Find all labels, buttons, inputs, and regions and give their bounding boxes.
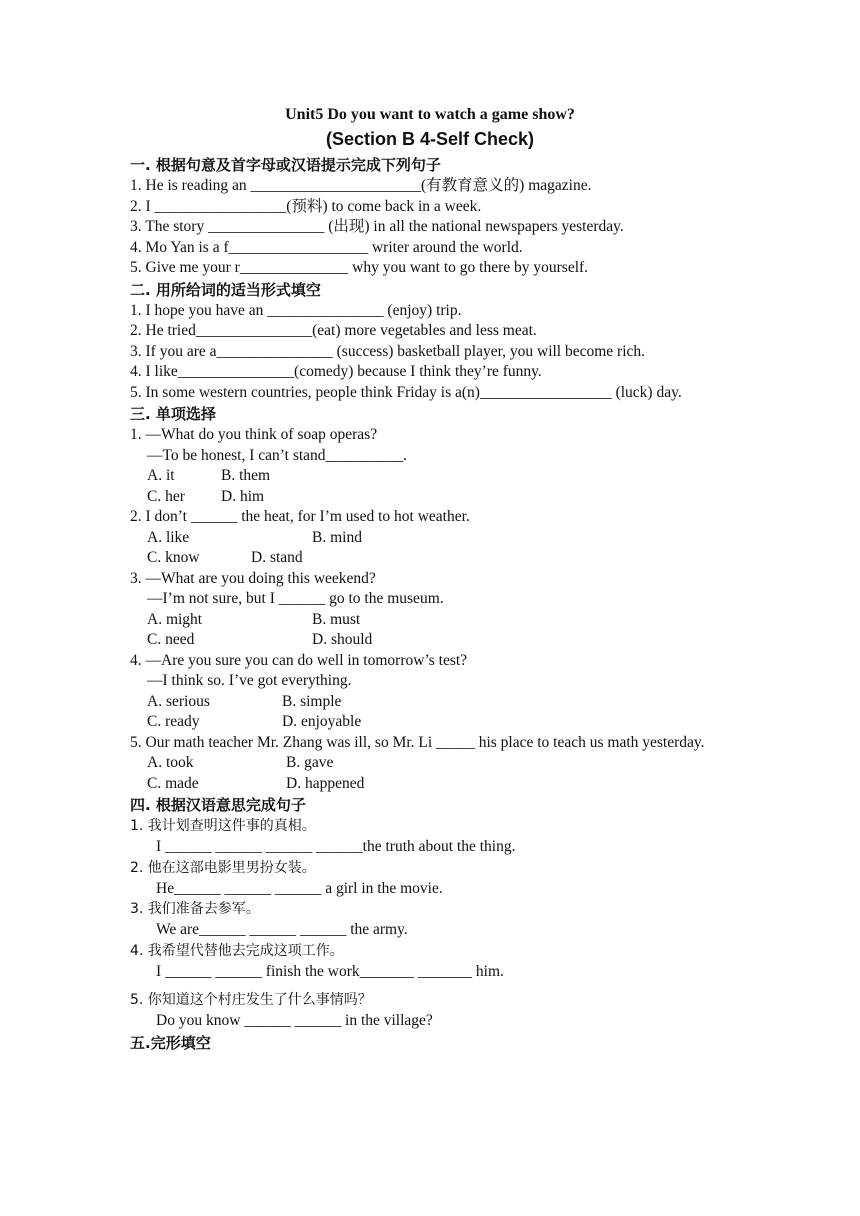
section-3-heading: 三. 单项选择 xyxy=(130,405,216,423)
s2-question-3: 3. If you are a_______________ (success) basketball player, you will become rich. xyxy=(130,342,646,360)
section-2-heading: 二. 用所给词的适当形式填空 xyxy=(130,280,321,299)
spacer xyxy=(130,982,732,990)
s1-question-3: 3. The story _______________ (出现) in all the national newspapers yesterday. xyxy=(130,218,624,235)
s3-q1-option-b: B. them xyxy=(221,467,271,484)
section-1-heading: 一. 根据句意及首字母或汉语提示完成下列句子 xyxy=(130,156,441,174)
s2-question-5: 5. In some western countries, people think Friday is a(n)_________________ (luck) day. xyxy=(130,383,682,401)
s3-q5-option-c: C. made xyxy=(147,774,199,792)
s4-item-1-chinese: 1. 我计划查明这件事的真相。 xyxy=(130,818,316,834)
s3-q1-stem: 1. —What do you think of soap operas? xyxy=(130,426,378,443)
s3-q2-option-b: B. mind xyxy=(312,528,362,546)
s3-q2-option-a: A. like xyxy=(147,528,190,546)
s3-q1-option-c: C. her xyxy=(147,487,185,505)
s3-q5-options-row-1 xyxy=(130,753,732,774)
s3-q4-option-b: B. simple xyxy=(282,692,342,710)
s1-question-2: 2. I _________________(预料) to come back in a week. xyxy=(130,197,482,215)
s3-q2-options-row-2 xyxy=(130,548,732,569)
s4-item-2-english: He______ ______ ______ a girl in the movie. xyxy=(156,879,443,897)
s3-q5-options-row-2 xyxy=(130,774,732,795)
s3-q5-option-a: A. took xyxy=(147,754,194,771)
s3-q3-option-b: B. must xyxy=(312,610,361,628)
s4-item-4-chinese: 4. 我希望代替他去完成这项工作。 xyxy=(130,942,344,959)
s1-question-4: 4. Mo Yan is a f__________________ writer around the world. xyxy=(130,238,523,256)
section-5-heading: 五.完形填空 xyxy=(130,1033,211,1052)
s3-q3-option-c: C. need xyxy=(147,631,195,648)
section-4-heading: 四. 根据汉语意思完成句子 xyxy=(130,796,306,814)
s4-item-3-chinese: 3. 我们准备去参军。 xyxy=(130,901,260,917)
s3-q4-option-a: A. serious xyxy=(147,692,210,710)
s1-question-1: 1. He is reading an ______________________(有教育意义的) magazine. xyxy=(130,177,592,194)
s1-question-5: 5. Give me your r______________ why you want to go there by yourself. xyxy=(130,259,589,276)
s3-q3-option-a: A. might xyxy=(147,610,203,628)
s3-q1-stem-reply: —To be honest, I can’t stand__________. xyxy=(147,446,407,464)
s3-q3-stem-reply: —I’m not sure, but I ______ go to the museum. xyxy=(147,590,444,607)
s3-q1-option-a: A. it xyxy=(147,467,175,484)
s2-question-4: 4. I like_______________(comedy) because I think they’re funny. xyxy=(130,363,542,380)
worksheet-subtitle: (Section B 4-Self Check) xyxy=(325,129,535,149)
s3-q3-options-row-1 xyxy=(130,610,732,631)
s2-question-1: 1. I hope you have an _______________ (enjoy) trip. xyxy=(130,301,462,319)
s3-q5-stem: 5. Our math teacher Mr. Zhang was ill, so Mr. Li _____ his place to teach us math yesterday. xyxy=(130,733,705,751)
s3-q1-option-d: D. him xyxy=(221,487,265,505)
s4-item-4-english: I ______ ______ finish the work_______ _______ him. xyxy=(156,962,504,980)
s3-q5-option-b: B. gave xyxy=(286,754,334,771)
s3-q3-options-row-2 xyxy=(130,630,732,651)
worksheet-body xyxy=(130,154,732,1054)
s3-q4-option-d: D. enjoyable xyxy=(282,713,362,730)
s3-q2-stem: 2. I don’t ______ the heat, for I’m used to hot weather. xyxy=(130,508,470,525)
s3-q4-options-row-1 xyxy=(130,692,732,713)
s3-q1-options-row-1 xyxy=(130,466,732,487)
s3-q5-option-d: D. happened xyxy=(286,774,365,792)
s3-q2-options-row-1 xyxy=(130,528,732,549)
s4-item-5-chinese: 5. 你知道这个村庄发生了什么事情吗？ xyxy=(130,992,372,1008)
s3-q3-stem: 3. —What are you doing this weekend? xyxy=(130,569,376,587)
s3-q4-option-c: C. ready xyxy=(147,713,200,730)
s3-q2-option-d: D. stand xyxy=(251,549,303,566)
s3-q4-stem-reply: —I think so. I’ve got everything. xyxy=(147,672,352,689)
s2-question-2: 2. He tried_______________(eat) more vegetables and less meat. xyxy=(130,322,537,339)
s3-q2-option-c: C. know xyxy=(147,549,200,566)
s3-q1-options-row-2 xyxy=(130,487,732,508)
s3-q4-options-row-2 xyxy=(130,712,732,733)
s4-item-1-english: I ______ ______ ______ ______the truth about the thing. xyxy=(156,838,516,855)
s3-q3-option-d: D. should xyxy=(312,631,373,648)
s4-item-2-chinese: 2. 他在这部电影里男扮女装。 xyxy=(130,859,316,876)
s3-q4-stem: 4. —Are you sure you can do well in tomorrow’s test? xyxy=(130,651,468,669)
worksheet-title: Unit5 Do you want to watch a game show? xyxy=(285,106,575,123)
s4-item-3-english: We are______ ______ ______ the army. xyxy=(156,921,408,938)
s4-item-5-english: Do you know ______ ______ in the village? xyxy=(156,1012,433,1029)
